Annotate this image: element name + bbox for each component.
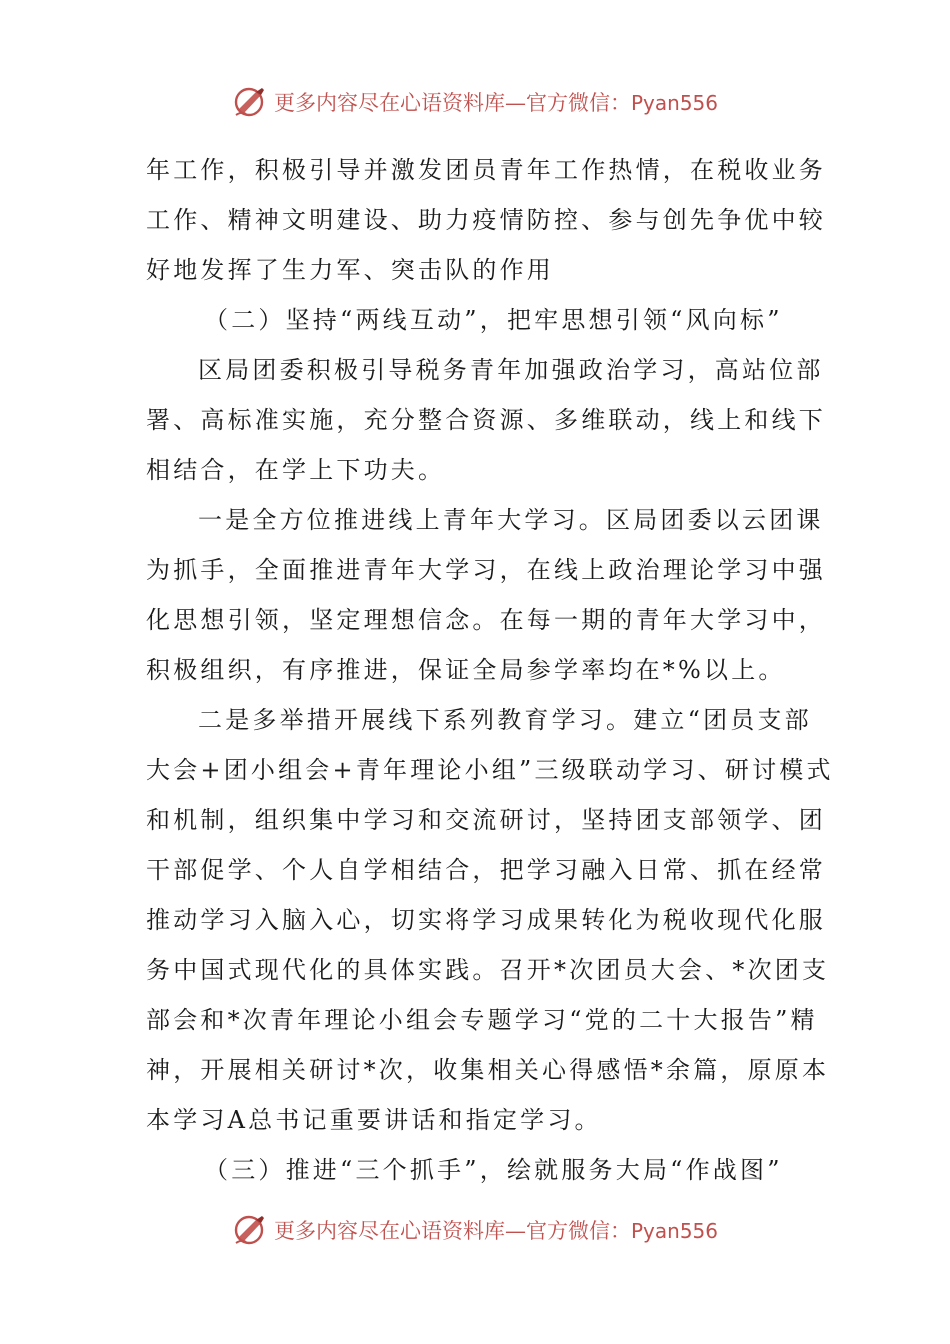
body-text-line: 务中国式现代化的具体实践。召开*次团员大会、*次团支 — [146, 956, 830, 984]
pen-logo-icon — [232, 1212, 268, 1248]
body-text-line: 署、高标准实施，充分整合资源、多维联动，线上和线下 — [146, 406, 826, 434]
body-text-line: 和机制，组织集中学习和交流研讨，坚持团支部领学、团 — [146, 806, 826, 834]
watermark-text-main: 更多内容尽在心语资料库—官方微信： — [273, 91, 631, 115]
body-text-line: 积极组织，有序推进，保证全局参学率均在*%以上。 — [146, 656, 786, 684]
watermark-wechat-id: Pyan556 — [630, 91, 718, 115]
body-text-line: 推动学习入脑入心，切实将学习成果转化为税收现代化服 — [146, 906, 826, 934]
body-text-line: 本学习A总书记重要讲话和指定学习。 — [146, 1106, 602, 1134]
body-text-line: 工作、精神文明建设、助力疫情防控、参与创先争优中较 — [146, 206, 826, 234]
body-text-line: 干部促学、个人自学相结合，把学习融入日常、抓在经常 — [146, 856, 826, 884]
body-text-line: 二是多举措开展线下系列教育学习。建立“团员支部 — [198, 706, 812, 734]
body-text-line: 一是全方位推进线上青年大学习。区局团委以云团课 — [198, 506, 824, 534]
watermark-text — [274, 1215, 718, 1245]
body-text-line: 区局团委积极引导税务青年加强政治学习，高站位部 — [198, 356, 824, 384]
document-body — [146, 145, 834, 1195]
body-text-line: 大会+团小组会+青年理论小组”三级联动学习、研讨模式 — [146, 756, 834, 784]
body-text-line: 化思想引领，坚定理想信念。在每一期的青年大学习中， — [146, 606, 826, 634]
watermark-footer — [0, 1210, 950, 1250]
body-text-line: 年工作，积极引导并激发团员青年工作热情，在税收业务 — [146, 156, 826, 184]
body-text-line: 相结合，在学上下功夫。 — [146, 456, 446, 484]
pen-logo-icon — [232, 84, 268, 120]
section-heading: （二）坚持“两线互动”，把牢思想引领“风向标” — [204, 306, 783, 334]
section-heading: （三）推进“三个抓手”，绘就服务大局“作战图” — [204, 1156, 783, 1184]
watermark-header — [0, 82, 950, 122]
watermark-wechat-id: Pyan556 — [630, 1219, 718, 1243]
watermark-text — [274, 87, 718, 117]
watermark-text-main: 更多内容尽在心语资料库—官方微信： — [273, 1219, 631, 1243]
body-text-line: 为抓手，全面推进青年大学习，在线上政治理论学习中强 — [146, 556, 826, 584]
body-text-line: 部会和*次青年理论小组会专题学习“党的二十大报告”精 — [146, 1006, 818, 1034]
body-text-line: 好地发挥了生力军、突击队的作用 — [146, 256, 554, 284]
body-text-line: 神，开展相关研讨*次，收集相关心得感悟*余篇，原原本 — [146, 1056, 830, 1084]
